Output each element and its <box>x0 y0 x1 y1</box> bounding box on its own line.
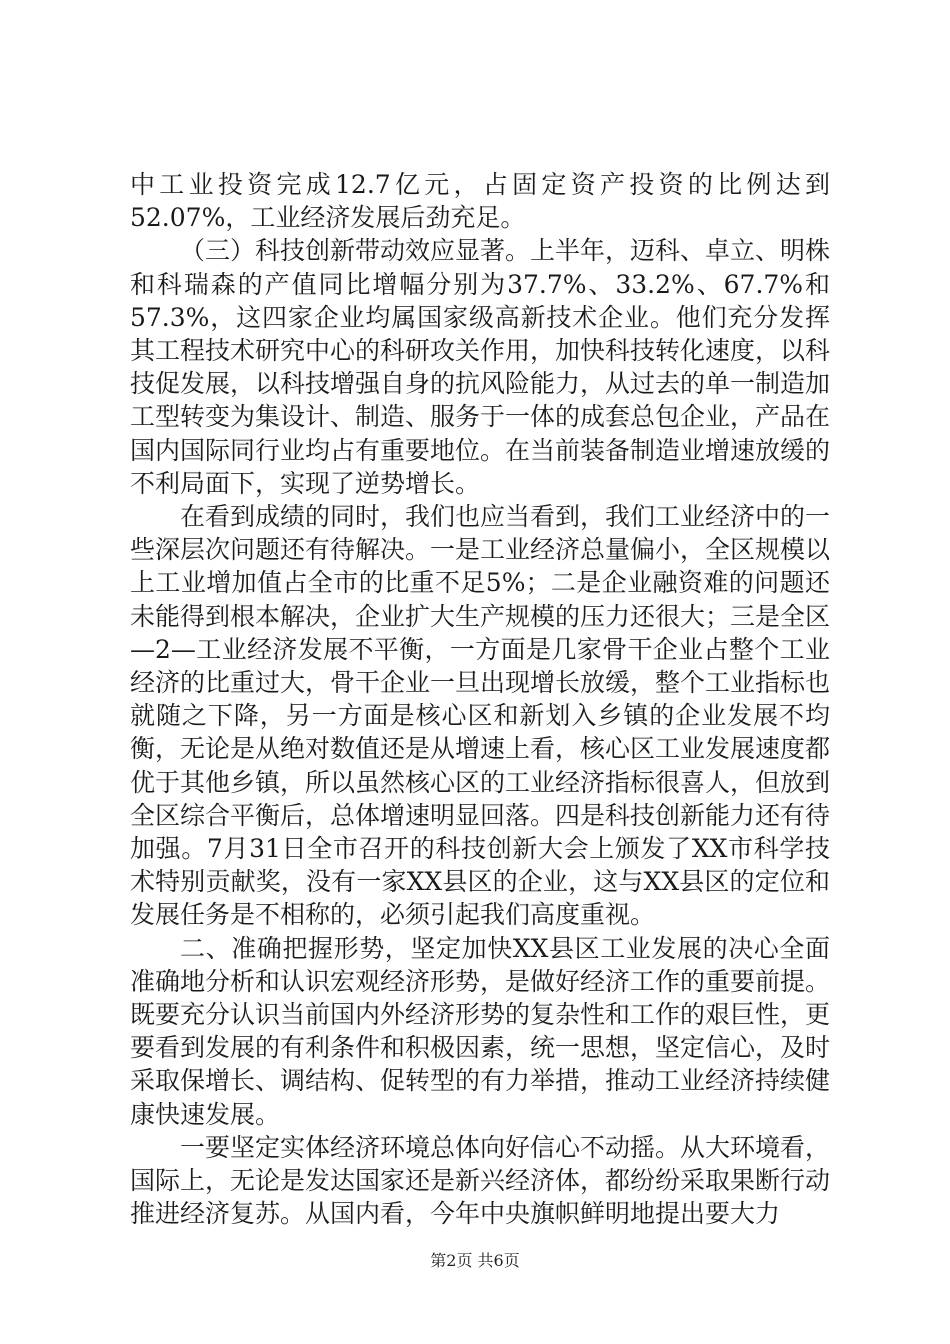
document-body <box>130 168 830 1231</box>
paragraph-1: 中工业投资完成12.7亿元，占固定资产投资的比例达到52.07%，工业经济发展后劲充足。 <box>130 170 830 233</box>
paragraph-4: 二、准确把握形势，坚定加快XX县区工业发展的决心全面准确地分析和认识宏观经济形势，是做好经济工作的重要前提。既要充分认识当前国内外经济形势的复杂性和工作的艰巨性，更要看到发展的有利条件和积极因素，统一思想，坚定信心，及时采取保增长、调结构、促转型的有力举措，推动工业经济持续健康快速发展。 <box>130 933 831 1129</box>
page-number-label: 第2页 共6页 <box>430 1251 520 1270</box>
paragraph-5: 一要坚定实体经济环境总体向好信心不动摇。从大环境看，国际上，无论是发达国家还是新兴经济体，都纷纷采取果断行动推进经济复苏。从国内看，今年中央旗帜鲜明地提出要大力 <box>130 1132 831 1229</box>
paragraph-2: （三）科技创新带动效应显著。上半年，迈科、卓立、明株和科瑞森的产值同比增幅分别为37.7%、33.2%、67.7%和57.3%，这四家企业均属国家级高新技术企业。他们充分发挥其工程技术研究中心的科研攻关作用，加快科技转化速度，以科技促发展，以科技增强自身的抗风险能力，从过去的单一制造加工型转变为集设计、制造、服务于一体的成套总包企业，产品在国内国际同行业均占有重要地位。在当前装备制造业增速放缓的不利局面下，实现了逆势增长。 <box>130 236 831 498</box>
page-footer <box>0 1248 950 1271</box>
paragraph-3: 在看到成绩的同时，我们也应当看到，我们工业经济中的一些深层次问题还有待解决。一是工业经济总量偏小，全区规模以上工业增加值占全市的比重不足5%；二是企业融资难的问题还未能得到根本解决，企业扩大生产规模的压力还很大；三是全区—2—工业经济发展不平衡，一方面是几家骨干企业占整个工业经济的比重过大，骨干企业一旦出现增长放缓，整个工业指标也就随之下降，另一方面是核心区和新划入乡镇的企业发展不均衡，无论是从绝对数值还是从增速上看，核心区工业发展速度都优于其他乡镇，所以虽然核心区的工业经济指标很喜人，但放到全区综合平衡后，总体增速明显回落。四是科技创新能力还有待加强。7月31日全市召开的科技创新大会上颁发了XX市科学技术特别贡献奖，没有一家XX县区的企业，这与XX县区的定位和发展任务是不相称的，必须引起我们高度重视。 <box>130 502 831 930</box>
